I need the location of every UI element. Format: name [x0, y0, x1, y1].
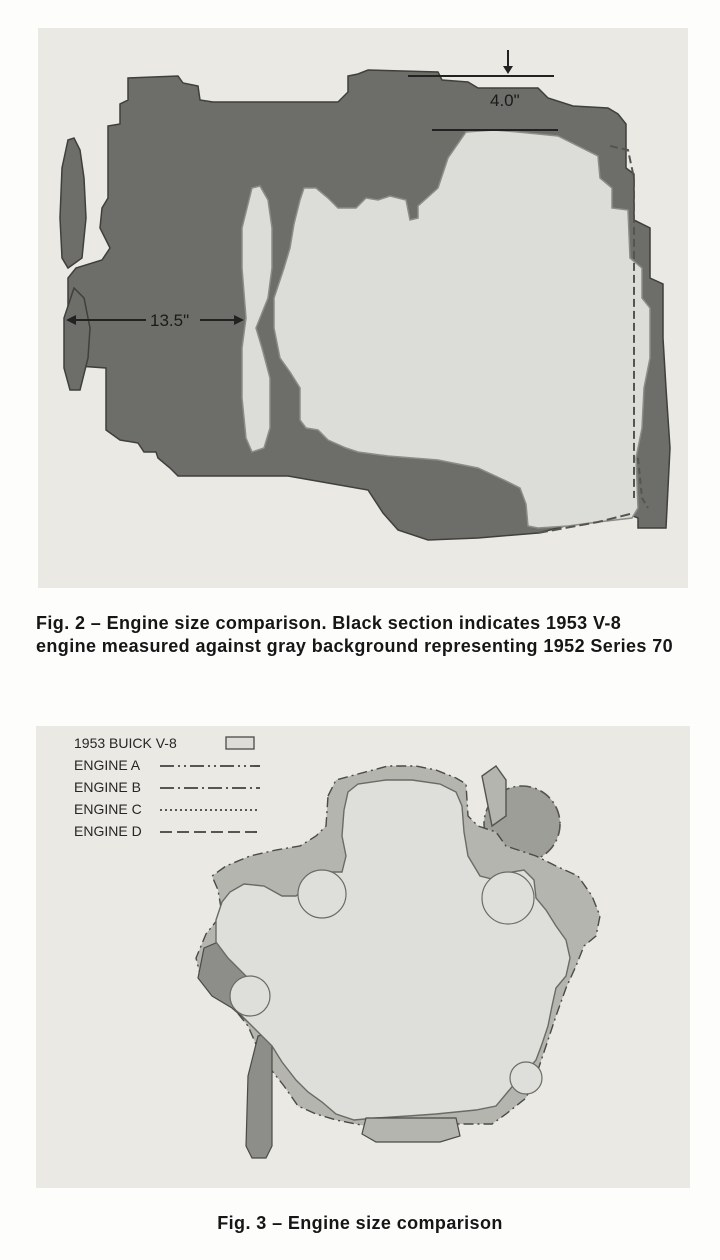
legend-label-engine-b: ENGINE B	[74, 779, 141, 795]
dimension-horizontal-label: 13.5"	[150, 311, 190, 330]
buick-bump-left	[230, 976, 270, 1016]
figure-2-engine-silhouette	[38, 28, 688, 588]
legend-label-engine-c: ENGINE C	[74, 801, 142, 817]
legend-swatch-buick	[226, 737, 254, 749]
oil-pan	[362, 1118, 460, 1142]
figure-3-engine-outlines	[36, 726, 690, 1188]
figure-2-caption-line-1: Fig. 2 – Engine size comparison. Black section indicates 1953 V-8	[36, 613, 622, 633]
figure-2-caption-line-2: engine measured against gray background representing 1952 Series 70	[36, 636, 674, 656]
legend-label-buick: 1953 BUICK V-8	[74, 735, 177, 751]
figure-2-caption	[36, 612, 696, 658]
legend-label-engine-d: ENGINE D	[74, 823, 142, 839]
buick-bump-right	[482, 872, 534, 924]
buick-bump-upper	[298, 870, 346, 918]
buick-bump-lower-right	[510, 1062, 542, 1094]
figure-3-caption: Fig. 3 – Engine size comparison	[217, 1213, 503, 1233]
dimension-vertical-label: 4.0"	[490, 91, 520, 110]
legend-label-engine-a: ENGINE A	[74, 757, 141, 773]
